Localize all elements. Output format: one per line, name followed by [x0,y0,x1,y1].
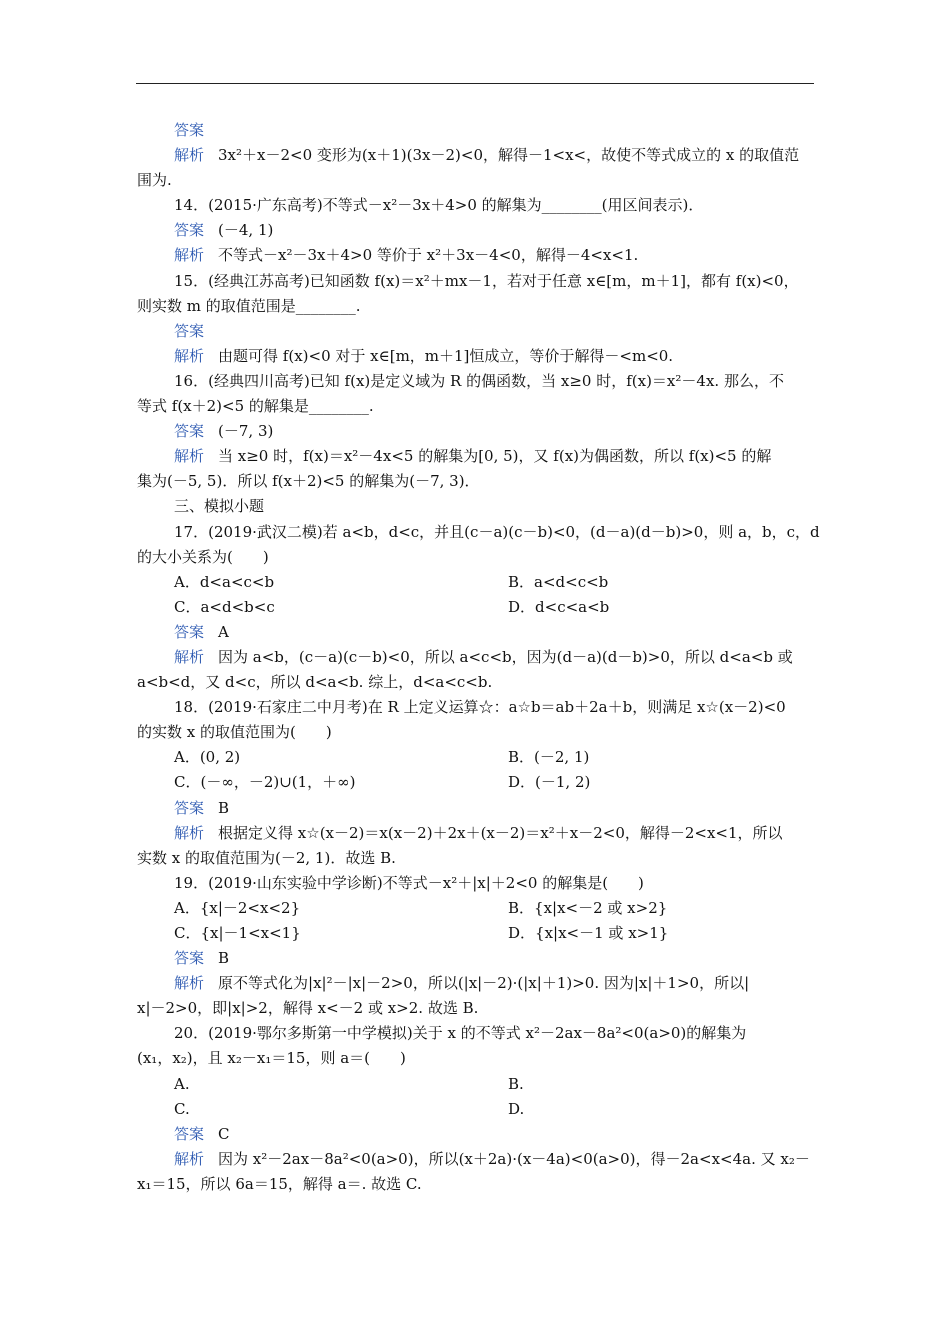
analysis-text: 根据定义得 x☆(x－2)＝x(x－2)＋2x＋(x－2)＝x²＋x－2<0，解得－2<x<1，所以 [218,823,783,842]
question-20-continuation: (x₁，x₂)，且 x₂－x₁＝15，则 a＝( ) [137,1049,406,1068]
answer-tag: 答案 [174,321,205,340]
answer-text: (－7, 3) [218,422,274,441]
answer-tag: 答案 [174,422,205,441]
analysis-tag: 解析 [174,823,205,842]
question-15-continuation: 则实数 m 的取值范围是________. [137,296,361,315]
answer-tag: 答案 [174,1124,205,1143]
option-a: A．(0, 2) [174,748,241,767]
answer-tag: 答案 [174,798,205,817]
analysis-text: 因为 x²－2ax－8a²<0(a>0)，所以(x＋2a)·(x－4a)<0(a>0)，得－2a<x<4a. 又 x₂－ [218,1149,810,1168]
analysis-tag: 解析 [174,1149,205,1168]
analysis-tag: 解析 [174,246,205,265]
answer-tag: 答案 [174,121,205,139]
option-c: C．(－∞，－2)∪(1，＋∞) [174,773,356,792]
option-a: A. [174,1074,190,1093]
option-c: C. [174,1099,190,1118]
answer-tag: 答案 [174,221,205,240]
answer-line [137,1122,815,1147]
option-d: D．(－1, 2) [508,773,591,792]
analysis-tag: 解析 [174,346,205,365]
answer-line [137,319,815,344]
answer-line [137,218,815,243]
analysis-text: 当 x≥0 时，f(x)＝x²－4x<5 的解集为[0, 5)，又 f(x)为偶函数，所以 f(x)<5 的解 [218,447,772,466]
answer-line [137,118,815,143]
option-b: B. [508,1074,524,1093]
question-14: 14．(2015·广东高考)不等式－x²－3x＋4>0 的解集为________(用区间表示)． [174,196,704,215]
answer-text: B [218,798,230,817]
answer-line [137,796,815,821]
analysis-continuation: x₁＝15，所以 6a＝15，解得 a＝. 故选 C. [137,1174,422,1193]
analysis-line [137,344,815,369]
analysis-continuation: 实数 x 的取值范围为(－2, 1)．故选 B. [137,848,396,867]
question-18: 18．(2019·石家庄二中月考)在 R 上定义运算☆：a☆b＝ab＋2a＋b，则满足 x☆(x－2)<0 [174,698,786,717]
header-rule [136,83,814,84]
option-c: C．a<d<b<c [174,597,275,616]
option-b: B．a<d<c<b [508,572,609,591]
analysis-continuation: 围为. [137,171,172,190]
question-17: 17．(2019·武汉二模)若 a<b，d<c，并且(c－a)(c－b)<0，(d－a)(d－b)>0，则 a，b，c，d [174,522,820,541]
section-heading: 三、模拟小题 [174,497,265,516]
options-row [137,595,815,620]
analysis-text: 由题可得 f(x)<0 对于 x∈[m，m＋1]恒成立，等价于解得－<m<0. [218,346,674,365]
question-16: 16．(经典四川高考)已知 f(x)是定义域为 R 的偶函数，当 x≥0 时，f(x)＝x²－4x. 那么，不 [174,371,784,390]
options-row [137,745,815,770]
option-c: C．{x|－1<x<1} [174,924,301,942]
answer-line [137,419,815,444]
analysis-text: 原不等式化为|x|²－|x|－2>0，所以(|x|－2)·(|x|＋1)>0. 因为|x|＋1>0，所以| [218,974,750,993]
analysis-line [137,444,815,469]
analysis-tag: 解析 [174,974,205,993]
option-b: B．(－2, 1) [508,748,590,767]
analysis-continuation: a<b<d，又 d<c，所以 d<a<b. 综上，d<a<c<b. [137,673,493,692]
analysis-line [137,645,815,670]
answer-text: A [218,622,229,641]
document-body [137,118,820,1197]
analysis-tag: 解析 [174,146,205,165]
answer-tag: 答案 [174,622,205,641]
answer-text: C [218,1124,230,1143]
question-15: 15．(经典江苏高考)已知函数 f(x)＝x²＋mx－1，若对于任意 x∈[m，m＋1]，都有 f(x)<0， [174,271,799,290]
answer-text: (－4, 1) [218,221,274,240]
analysis-tag: 解析 [174,647,205,666]
question-16-continuation: 等式 f(x＋2)<5 的解集是________. [137,397,374,416]
analysis-line [137,243,815,268]
analysis-text: 因为 a<b，(c－a)(c－b)<0，所以 a<c<b，因为(d－a)(d－b)>0，所以 d<a<b 或 [218,647,793,666]
answer-tag: 答案 [174,949,205,968]
analysis-tag: 解析 [174,447,205,466]
question-17-continuation: 的大小关系为( ) [137,547,269,566]
analysis-line [137,1147,815,1172]
question-20: 20．(2019·鄂尔多斯第一中学模拟)关于 x 的不等式 x²－2ax－8a²<0(a>0)的解集为 [174,1024,747,1043]
options-row [137,1097,815,1122]
answer-line [137,946,815,971]
answer-text: B [218,949,230,968]
options-row [137,770,815,795]
options-row [137,1072,815,1097]
option-b: B．{x|x<－2 或 x>2} [508,898,668,917]
options-row [137,921,815,946]
analysis-line [137,821,815,846]
option-a: A．d<a<c<b [174,572,275,591]
analysis-line [137,971,815,996]
answer-line [137,620,815,645]
analysis-continuation: x|－2>0，即|x|>2，解得 x<－2 或 x>2. 故选 B. [137,999,479,1018]
question-18-continuation: 的实数 x 的取值范围为( ) [137,723,332,742]
analysis-line [137,143,815,168]
options-row [137,896,815,921]
option-d: D．{x|x<－1 或 x>1} [508,924,669,942]
analysis-continuation: 集为(－5, 5)．所以 f(x＋2)<5 的解集为(－7, 3)． [137,472,480,491]
option-d: D．d<c<a<b [508,597,610,616]
option-a: A．{x|－2<x<2} [174,898,301,917]
analysis-text: 3x²＋x－2<0 变形为(x＋1)(3x－2)<0，解得－1<x<，故使不等式成立的 x 的取值范 [218,146,800,165]
question-19: 19．(2019·山东实验中学诊断)不等式－x²＋|x|＋2<0 的解集是( ) [174,873,644,892]
analysis-text: 不等式－x²－3x＋4>0 等价于 x²＋3x－4<0，解得－4<x<1. [218,246,639,265]
options-row [137,570,815,595]
option-d: D. [508,1099,525,1118]
